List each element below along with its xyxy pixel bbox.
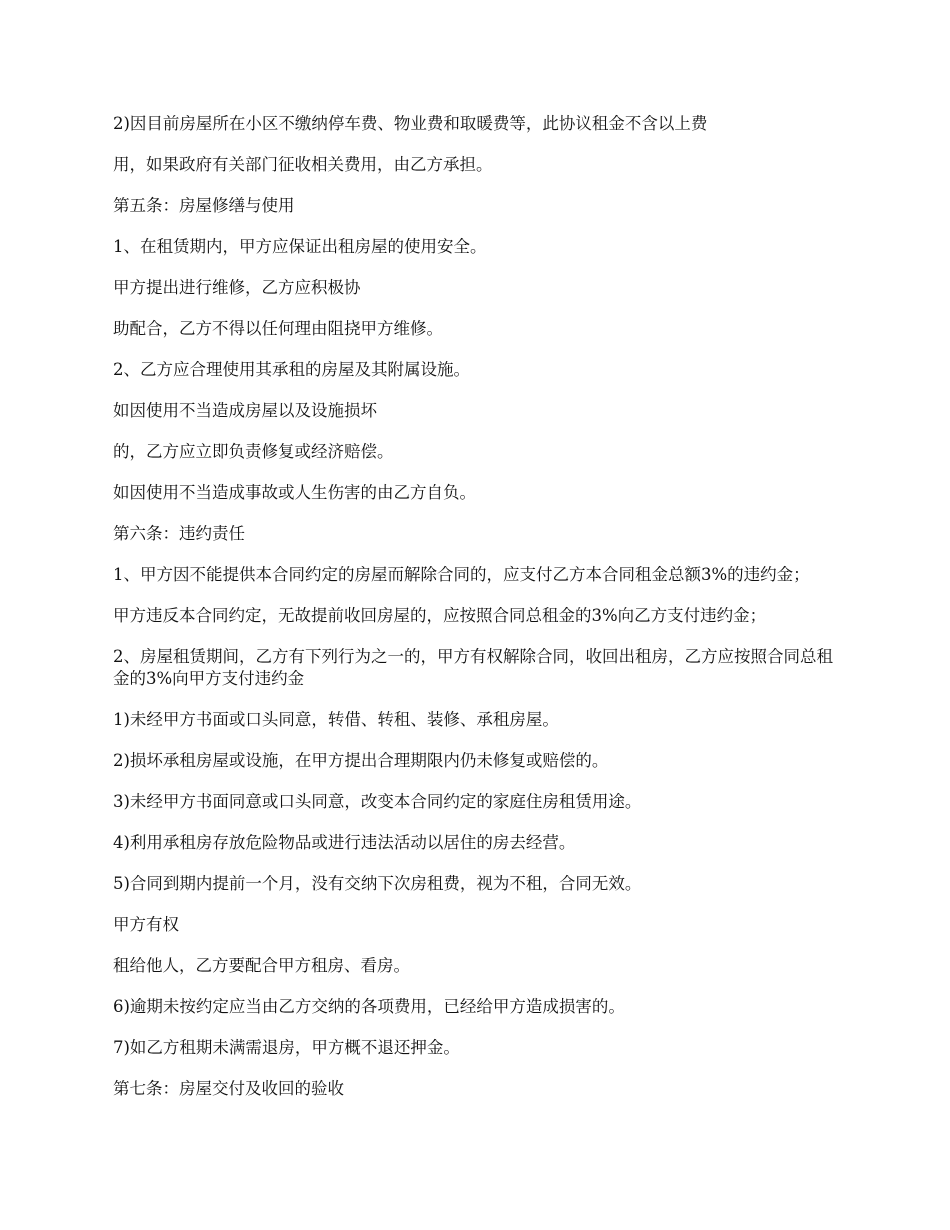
list-item: 3)未经甲方书面同意或口头同意，改变本合同约定的家庭住房租赁用途。: [113, 792, 642, 811]
paragraph: 1、甲方因不能提供本合同约定的房屋而解除合同的，应支付乙方本合同租金总额3%的违约金；: [113, 565, 810, 584]
list-item: 5)合同到期内提前一个月，没有交纳下次房租费，视为不租，合同无效。: [113, 874, 642, 893]
list-item: 7)如乙方租期未满需退房，甲方概不退还押金。: [113, 1038, 460, 1057]
paragraph: 1、在租赁期内，甲方应保证出租房屋的使用安全。: [113, 237, 487, 256]
section-heading: 第七条：房屋交付及收回的验收: [113, 1079, 344, 1098]
paragraph: 的，乙方应立即负责修复或经济赔偿。: [113, 442, 394, 461]
paragraph: 2、乙方应合理使用其承租的房屋及其附属设施。: [113, 360, 470, 379]
paragraph: 2、房屋租赁期间，乙方有下列行为之一的，甲方有权解除合同，收回出租房，乙方应按照合同总租金的3%向甲方支付违约金: [113, 647, 833, 688]
section-heading: 第五条：房屋修缮与使用: [113, 196, 295, 215]
paragraph: 助配合，乙方不得以任何理由阻挠甲方维修。: [113, 319, 443, 338]
list-item: 6)逾期未按约定应当由乙方交纳的各项费用，已经给甲方造成损害的。: [113, 997, 625, 1016]
document-body: [113, 113, 843, 1119]
paragraph: 用，如果政府有关部门征收相关费用，由乙方承担。: [113, 155, 493, 174]
list-item: 1)未经甲方书面或口头同意，转借、转租、装修、承租房屋。: [113, 710, 559, 729]
paragraph: 租给他人，乙方要配合甲方租房、看房。: [113, 956, 410, 975]
paragraph: 甲方违反本合同约定，无故提前收回房屋的，应按照合同总租金的3%向乙方支付违约金；: [113, 606, 767, 625]
paragraph: 甲方有权: [113, 915, 179, 934]
paragraph: 如因使用不当造成事故或人生伤害的由乙方自负。: [113, 483, 476, 502]
paragraph: 甲方提出进行维修，乙方应积极协: [113, 278, 361, 297]
list-item: 4)利用承租房存放危险物品或进行违法活动以居住的房去经营。: [113, 833, 576, 852]
section-heading: 第六条：违约责任: [113, 524, 245, 543]
paragraph: 如因使用不当造成房屋以及设施损坏: [113, 401, 377, 420]
paragraph: 2)因目前房屋所在小区不缴纳停车费、物业费和取暖费等，此协议租金不含以上费: [113, 114, 708, 133]
list-item: 2)损坏承租房屋或设施，在甲方提出合理期限内仍未修复或赔偿的。: [113, 751, 609, 770]
